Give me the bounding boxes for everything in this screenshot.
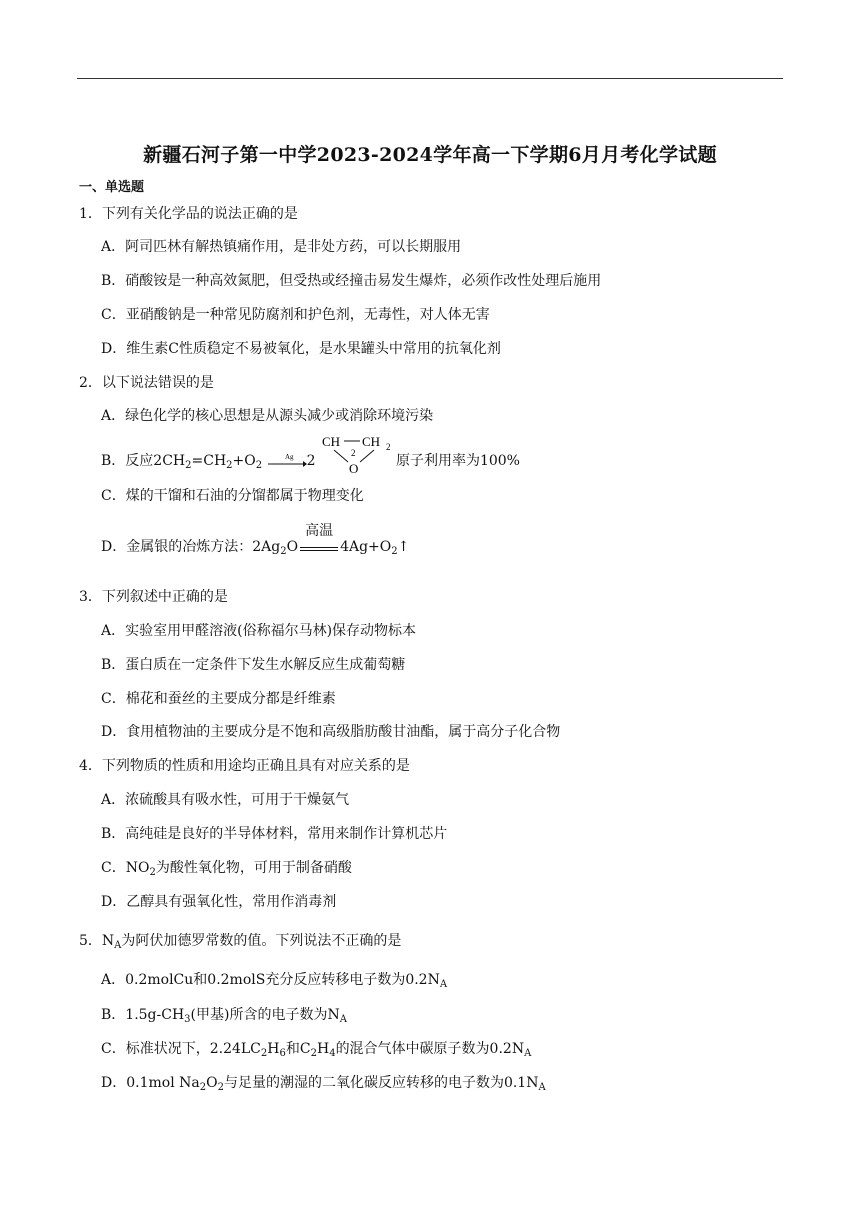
- ring-oxygen: O: [348, 461, 359, 476]
- header-rule: [77, 78, 783, 79]
- question-2-option-d: D．金属银的冶炼方法：$2Ag_2O$ 高温 $4Ag+O_2↑$: [101, 523, 410, 557]
- section-heading: 一、单选题: [79, 180, 145, 195]
- question-1-option-d: D．维生素C性质稳定不易被氧化，是水果罐头中常用的抗氧化剂: [101, 341, 501, 357]
- question-1-option-a: A．阿司匹林有解热镇痛作用，是非处方药，可以长期服用: [101, 239, 462, 255]
- question-2-option-b: B．反应$2CH_2=CH_2+O_2$ Ag 2 CH CH 2 2 O 原子利用率为100%: [101, 434, 520, 476]
- question-3-option-a: A．实验室用甲醛溶液(俗称福尔马林)保存动物标本: [101, 623, 417, 639]
- ring-sub-right: 2: [385, 442, 391, 452]
- question-3-stem: 3．下列叙述中正确的是: [79, 589, 228, 605]
- question-5-stem: 5．$N_A$为阿伏加德罗常数的值。下列说法不正确的是: [79, 933, 402, 951]
- question-5-option-c: C．标准状况下，$2.24LC_2H_6$和$C_2H_4$的混合气体中碳原子数为$0.2N_A$: [101, 1041, 532, 1059]
- question-1-stem: 1．下列有关化学品的说法正确的是: [79, 206, 298, 222]
- question-2-stem: 2．以下说法错误的是: [79, 375, 214, 391]
- question-4-option-a: A．浓硫酸具有吸水性，可用于干燥氨气: [101, 792, 350, 808]
- question-1-option-b: B．硝酸铵是一种高效氮肥，但受热或经撞击易发生爆炸，必须作改性处理后施用: [101, 273, 602, 289]
- epoxide-ring-structure: [320, 432, 396, 476]
- ring-sub-left: 2: [350, 448, 356, 458]
- question-3-option-d: D．食用植物油的主要成分是不饱和高级脂肪酸甘油酯，属于高分子化合物: [101, 724, 561, 740]
- question-4-option-c: C．$NO_2$为酸性氧化物，可用于制备硝酸: [101, 860, 352, 878]
- question-3-option-c: C．棉花和蚕丝的主要成分都是纤维素: [101, 691, 336, 707]
- question-3-option-b: B．蛋白质在一定条件下发生水解反应生成葡萄糖: [101, 657, 406, 673]
- ring-top-left: CH: [321, 434, 341, 449]
- question-5-option-a: A．0.2molCu和0.2molS充分反应转移电子数为$0.2N_A$: [101, 972, 448, 990]
- question-2-option-a: A．绿色化学的核心思想是从源头减少或消除环境污染: [101, 408, 434, 424]
- ring-top-right: CH: [361, 434, 381, 449]
- question-4-option-b: B．高纯硅是良好的半导体材料，常用来制作计算机芯片: [101, 826, 448, 842]
- question-1-option-c: C．亚硝酸钠是一种常见防腐剂和护色剂，无毒性，对人体无害: [101, 307, 490, 323]
- question-4-option-d: D．乙醇具有强氧化性，常用作消毒剂: [101, 894, 337, 910]
- reaction-arrow: [267, 453, 307, 469]
- question-5-option-b: B．$1.5g-CH_3$(甲基)所含的电子数为$N_A$: [101, 1007, 347, 1025]
- question-4-stem: 4．下列物质的性质和用途均正确且具有对应关系的是: [79, 758, 410, 774]
- catalyst-label: Ag: [284, 453, 294, 461]
- question-5-option-d: D．0.1mol $Na_2O_2$与足量的潮湿的二氧化碳反应转移的电子数为$0.1N_A$: [101, 1075, 546, 1093]
- reaction-condition: 高温: [300, 540, 338, 551]
- question-2-option-c: C．煤的干馏和石油的分馏都属于物理变化: [101, 488, 364, 504]
- page-title: 新疆石河子第一中学2023-2024学年高一下学期6月月考化学试题: [143, 144, 717, 166]
